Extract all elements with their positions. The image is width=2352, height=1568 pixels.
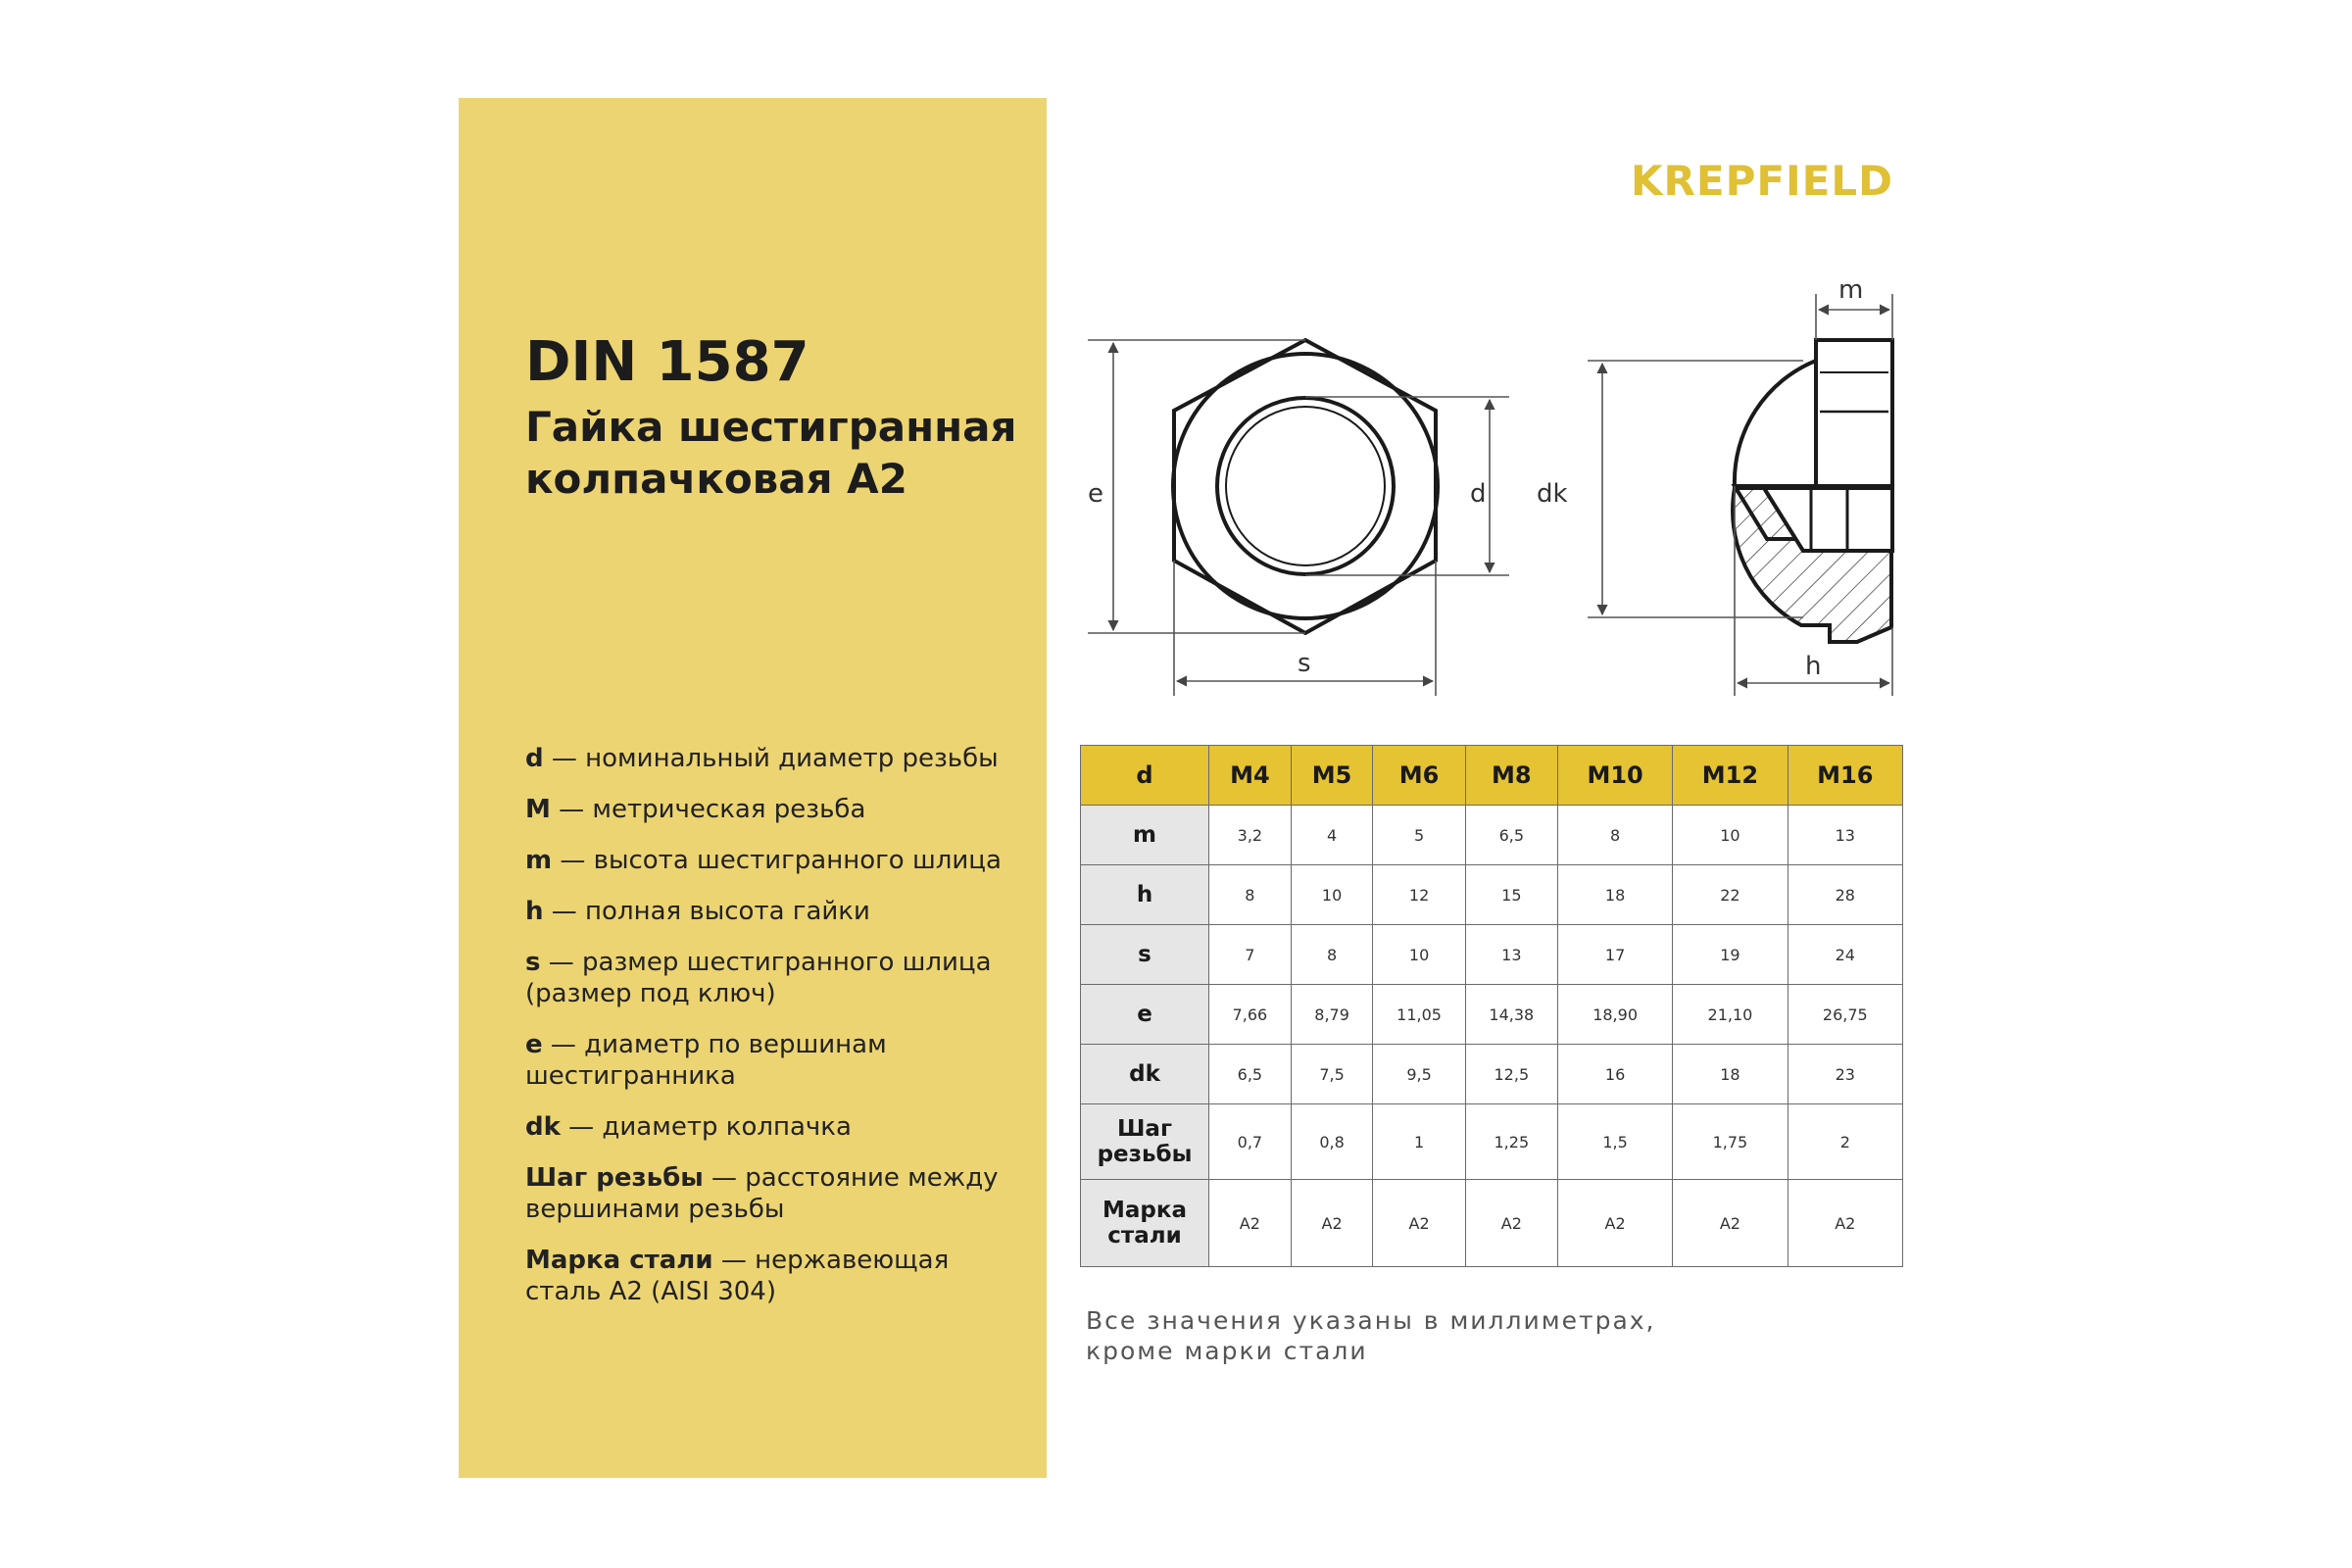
table-cell: A2 <box>1557 1180 1672 1267</box>
row-label: m <box>1081 806 1209 865</box>
table-cell: 24 <box>1788 925 1902 985</box>
dim-label-d: d <box>1470 479 1487 509</box>
table-cell: 3,2 <box>1209 806 1292 865</box>
table-cell: 18 <box>1557 865 1672 925</box>
table-row <box>1081 1180 1903 1267</box>
table-cell: 26,75 <box>1788 985 1902 1045</box>
header-size: M4 <box>1209 746 1292 806</box>
legend-item <box>525 896 1025 927</box>
table-cell: 12,5 <box>1465 1045 1557 1104</box>
legend-desc: — диаметр колпачка <box>560 1112 852 1142</box>
header-size: M10 <box>1557 746 1672 806</box>
table-cell: 14,38 <box>1465 985 1557 1045</box>
table-cell: 18 <box>1673 1045 1788 1104</box>
legend-term: Шаг резьбы <box>525 1163 704 1193</box>
legend-item <box>525 1245 1025 1307</box>
nut-top-view-dimensions <box>1088 340 1509 696</box>
units-note: Все значения указаны в миллиметрах, кроме марки стали <box>1086 1306 1656 1365</box>
row-label: s <box>1081 925 1209 985</box>
table-cell: 7,66 <box>1209 985 1292 1045</box>
table-cell: 10 <box>1673 806 1788 865</box>
legend-item <box>525 947 1025 1009</box>
table-cell: A2 <box>1373 1180 1465 1267</box>
legend-desc: — расстояние между вершинами резьбы <box>525 1163 999 1224</box>
table-cell: 22 <box>1673 865 1788 925</box>
table-header-row <box>1081 746 1903 806</box>
table-cell: 23 <box>1788 1045 1902 1104</box>
table-cell: A2 <box>1465 1180 1557 1267</box>
standard-code: DIN 1587 <box>525 330 809 394</box>
legend-term: m <box>525 846 553 875</box>
table-cell: 16 <box>1557 1045 1672 1104</box>
table-cell: 5 <box>1373 806 1465 865</box>
table-cell: 8 <box>1209 865 1292 925</box>
table-cell: 10 <box>1291 865 1373 925</box>
table-cell: 17 <box>1557 925 1672 985</box>
legend-desc: — диаметр по вершинам шестигранника <box>525 1030 887 1091</box>
table-cell: 9,5 <box>1373 1045 1465 1104</box>
legend-desc: — размер шестигранного шлица (размер под ключ) <box>525 948 992 1008</box>
table-cell: 13 <box>1788 806 1902 865</box>
table-cell: 10 <box>1373 925 1465 985</box>
table-cell: 8 <box>1291 925 1373 985</box>
table-row <box>1081 1045 1903 1104</box>
legend-term: M <box>525 795 551 824</box>
table-cell: 19 <box>1673 925 1788 985</box>
table-cell: 11,05 <box>1373 985 1465 1045</box>
table-cell: A2 <box>1291 1180 1373 1267</box>
table-cell: 1,75 <box>1673 1104 1788 1180</box>
table-cell: 7,5 <box>1291 1045 1373 1104</box>
legend-desc: — метрическая резьба <box>550 795 866 824</box>
legend-item <box>525 743 1025 774</box>
table-row <box>1081 985 1903 1045</box>
table-cell: 0,7 <box>1209 1104 1292 1180</box>
page-title <box>525 331 1035 505</box>
legend-list <box>525 743 1025 1327</box>
legend-item <box>525 1111 1025 1143</box>
table-cell: 21,10 <box>1673 985 1788 1045</box>
legend-term: d <box>525 744 544 773</box>
table-cell: 28 <box>1788 865 1902 925</box>
table-cell: 6,5 <box>1209 1045 1292 1104</box>
dim-label-s: s <box>1298 649 1311 678</box>
table-row <box>1081 865 1903 925</box>
row-label: Шаг резьбы <box>1081 1104 1209 1180</box>
table-cell: 6,5 <box>1465 806 1557 865</box>
table-cell: 12 <box>1373 865 1465 925</box>
legend-desc: — нержавеющая сталь А2 (AISI 304) <box>525 1246 950 1306</box>
table-cell: 1,25 <box>1465 1104 1557 1180</box>
table-cell: 15 <box>1465 865 1557 925</box>
dim-label-dk: dk <box>1537 479 1568 509</box>
legend-item <box>525 794 1025 825</box>
header-size: M16 <box>1788 746 1902 806</box>
table-cell: 4 <box>1291 806 1373 865</box>
row-label: e <box>1081 985 1209 1045</box>
dim-label-m: m <box>1838 275 1864 305</box>
table-cell: 0,8 <box>1291 1104 1373 1180</box>
nut-top-view <box>1173 340 1438 633</box>
legend-item <box>525 1162 1025 1225</box>
table-cell: A2 <box>1788 1180 1902 1267</box>
table-row <box>1081 806 1903 865</box>
table-row <box>1081 1104 1903 1180</box>
table-cell: A2 <box>1673 1180 1788 1267</box>
legend-term: Марка стали <box>525 1246 713 1275</box>
legend-item <box>525 1029 1025 1092</box>
header-size: M8 <box>1465 746 1557 806</box>
legend-term: dk <box>525 1112 561 1142</box>
header-size: M6 <box>1373 746 1465 806</box>
table-cell: 2 <box>1788 1104 1902 1180</box>
row-label: Марка стали <box>1081 1180 1209 1267</box>
nut-section-hatched <box>1733 488 1892 642</box>
spec-table <box>1080 745 1903 1267</box>
legend-term: e <box>525 1030 543 1059</box>
table-row <box>1081 925 1903 985</box>
dim-label-e: e <box>1088 479 1103 509</box>
table-cell: 8 <box>1557 806 1672 865</box>
header-label: d <box>1081 746 1209 806</box>
header-size: M12 <box>1673 746 1788 806</box>
brand-logo: KREPFIELD <box>1631 157 1893 205</box>
legend-desc: — высота шестигранного шлица <box>552 846 1002 875</box>
legend-term: s <box>525 948 541 977</box>
row-label: dk <box>1081 1045 1209 1104</box>
product-name: Гайка шестигранная колпачковая А2 <box>525 403 1017 503</box>
table-cell: 1 <box>1373 1104 1465 1180</box>
legend-item <box>525 845 1025 876</box>
table-cell: A2 <box>1209 1180 1292 1267</box>
dim-label-h: h <box>1805 652 1822 681</box>
legend-desc: — номинальный диаметр резьбы <box>543 744 999 773</box>
table-cell: 8,79 <box>1291 985 1373 1045</box>
legend-term: h <box>525 897 544 926</box>
table-cell: 1,5 <box>1557 1104 1672 1180</box>
header-size: M5 <box>1291 746 1373 806</box>
row-label: h <box>1081 865 1209 925</box>
table-cell: 7 <box>1209 925 1292 985</box>
legend-desc: — полная высота гайки <box>543 897 870 926</box>
table-cell: 13 <box>1465 925 1557 985</box>
table-cell: 18,90 <box>1557 985 1672 1045</box>
technical-drawing <box>1058 274 1921 706</box>
